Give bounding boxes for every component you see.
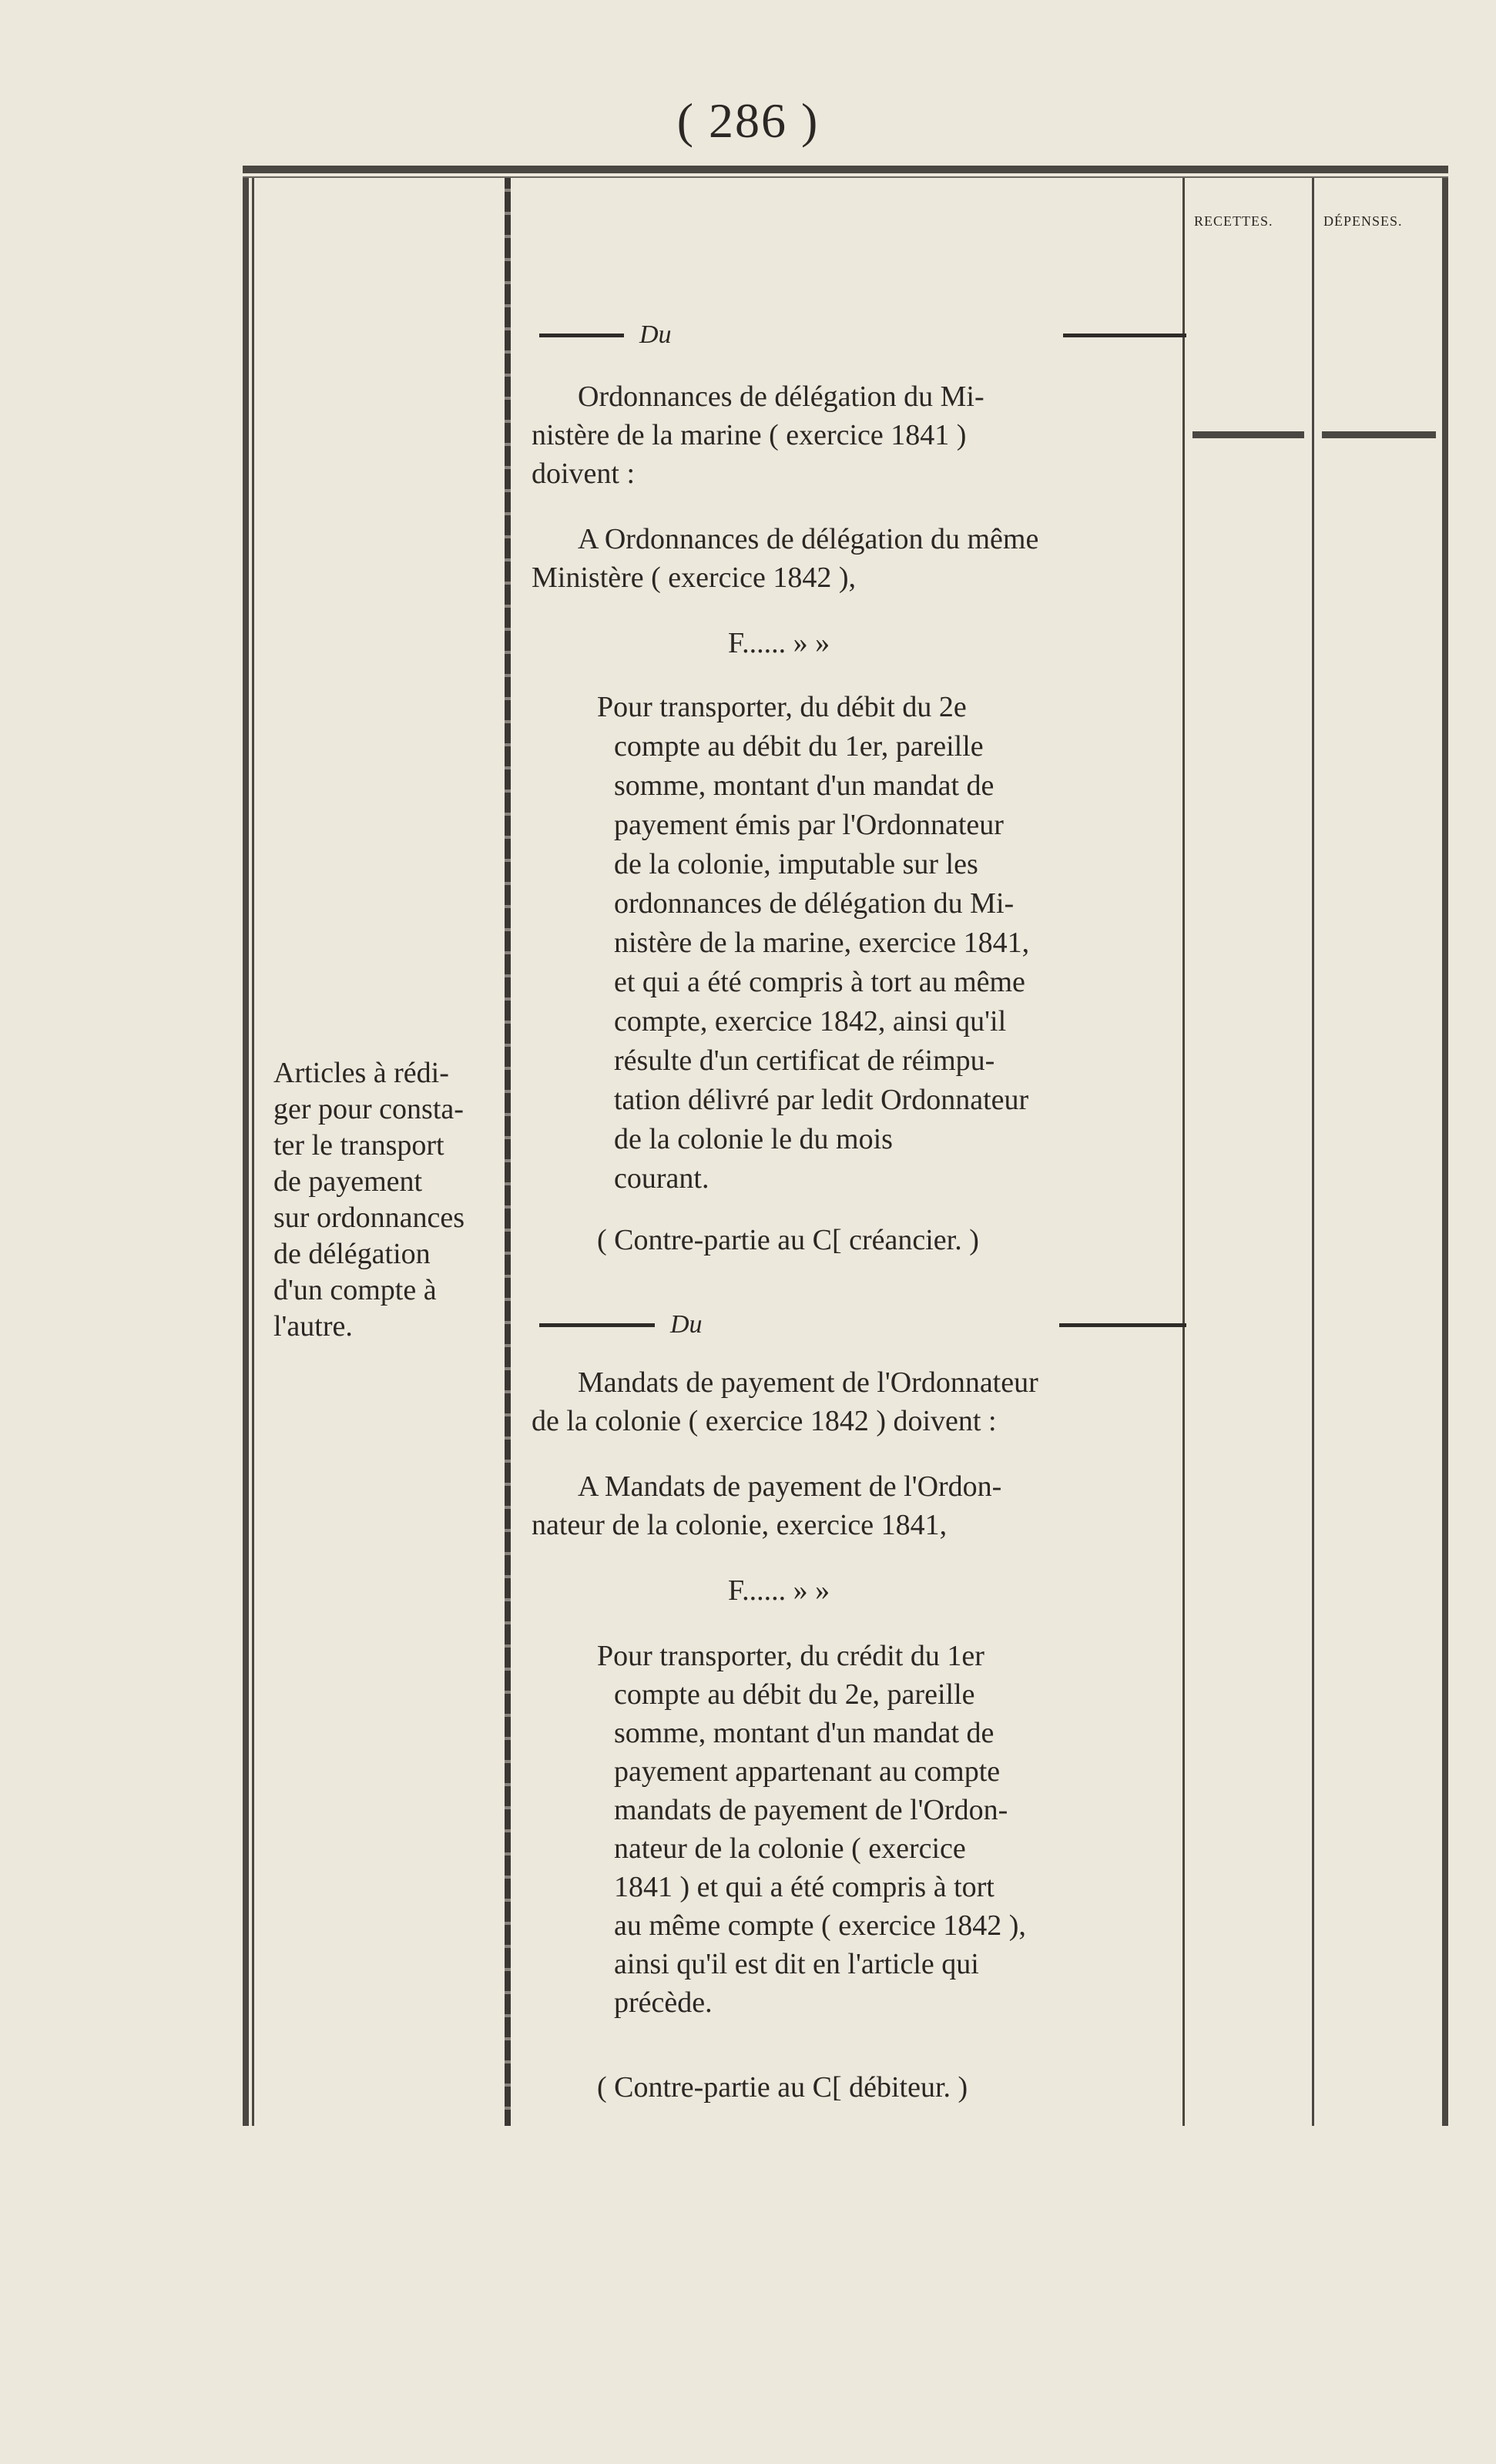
left-border-inner (252, 178, 254, 2126)
text-line: compte, exercice 1842, ainsi qu'il (614, 1005, 1007, 1038)
text-line: courant. (614, 1162, 709, 1195)
du-label: Du (639, 320, 672, 349)
entry1-amount-line: F...... » » (728, 627, 830, 659)
text-line: au même compte ( exercice 1842 ), (614, 1909, 1026, 1942)
text-line: somme, montant d'un mandat de (614, 769, 995, 802)
entry1-explanation (597, 688, 1186, 1198)
entry1-counterpart: ( Contre-partie au C[ créancier. ) (597, 1224, 979, 1256)
text-line: précède. (614, 1986, 713, 2019)
text-line: ainsi qu'il est dit en l'article qui (614, 1948, 979, 1980)
text-line: Ordonnances de délégation du Mi- (578, 380, 984, 413)
text-line: tation délivré par ledit Ordonnateur (614, 1084, 1029, 1116)
page-number: ( 286 ) (676, 93, 820, 148)
header-depenses: DÉPENSES. (1323, 213, 1403, 229)
text-line: de la colonie le du mois (614, 1123, 893, 1155)
margin-note-line: l'autre. (273, 1310, 353, 1343)
text-line: de la colonie, imputable sur les (614, 848, 978, 880)
rule-right (1059, 1323, 1186, 1327)
text-line: A Ordonnances de délégation du même (578, 523, 1039, 555)
margin-note-line: de délégation (273, 1238, 431, 1270)
du-label: Du (670, 1310, 703, 1339)
rule-left (539, 1323, 655, 1327)
margin-note-line: d'un compte à (273, 1274, 437, 1306)
left-border (243, 178, 249, 2126)
text-line: 1841 ) et qui a été compris à tort (614, 1871, 995, 1903)
text-line: mandats de payement de l'Ordon- (614, 1794, 1008, 1826)
recettes-header-bar (1192, 431, 1304, 438)
right-border (1442, 178, 1448, 2126)
margin-note-line: ter le transport (273, 1129, 444, 1162)
text-line: A Mandats de payement de l'Ordon- (578, 1470, 1002, 1503)
margin-note-line: Articles à rédi- (273, 1057, 449, 1089)
text-line: compte au débit du 1er, pareille (614, 730, 984, 763)
rule-right (1063, 334, 1186, 337)
entry2-du-heading (539, 1306, 1186, 1344)
entry2-creditor (532, 1467, 1186, 1544)
entry1-du-heading (539, 316, 1186, 354)
text-line: nateur de la colonie ( exercice (614, 1832, 966, 1865)
text-line: Pour transporter, du crédit du 1er (597, 1640, 984, 1672)
text-line: Mandats de payement de l'Ordonnateur (578, 1366, 1038, 1399)
top-rule (243, 166, 1448, 173)
text-line: Ministère ( exercice 1842 ), (532, 562, 856, 594)
text-line: et qui a été compris à tort au même (614, 966, 1025, 998)
text-line: nistère de la marine ( exercice 1841 ) (532, 419, 967, 451)
entry1-debtor (532, 377, 1186, 493)
depenses-column-divider (1312, 178, 1314, 2126)
entry2-amount-line: F...... » » (728, 1574, 830, 1607)
top-rule-thin (243, 176, 1448, 178)
rule-left (539, 334, 624, 337)
header-recettes: RECETTES. (1194, 213, 1273, 229)
text-line: compte au débit du 2e, pareille (614, 1678, 975, 1711)
text-line: doivent : (532, 458, 636, 490)
entry2-counterpart: ( Contre-partie au C[ débiteur. ) (597, 2071, 968, 2104)
entry2-debtor (532, 1363, 1186, 1440)
text-line: résulte d'un certificat de réimpu- (614, 1044, 995, 1077)
entry2-explanation (597, 1637, 1186, 2022)
margin-note-line: de payement (273, 1165, 423, 1198)
text-line: somme, montant d'un mandat de (614, 1717, 995, 1749)
text-line: payement appartenant au compte (614, 1755, 1001, 1788)
text-line: payement émis par l'Ordonnateur (614, 809, 1004, 841)
margin-note-line: ger pour consta- (273, 1093, 464, 1125)
entry1-creditor (532, 520, 1186, 597)
text-line: ordonnances de délégation du Mi- (614, 887, 1015, 920)
text-line: de la colonie ( exercice 1842 ) doivent : (532, 1405, 997, 1437)
text-line: Pour transporter, du débit du 2e (597, 691, 967, 723)
margin-note (273, 1055, 512, 1345)
depenses-header-bar (1322, 431, 1436, 438)
text-line: nateur de la colonie, exercice 1841, (532, 1509, 948, 1541)
margin-note-line: sur ordonnances (273, 1202, 465, 1234)
text-line: nistère de la marine, exercice 1841, (614, 927, 1030, 959)
